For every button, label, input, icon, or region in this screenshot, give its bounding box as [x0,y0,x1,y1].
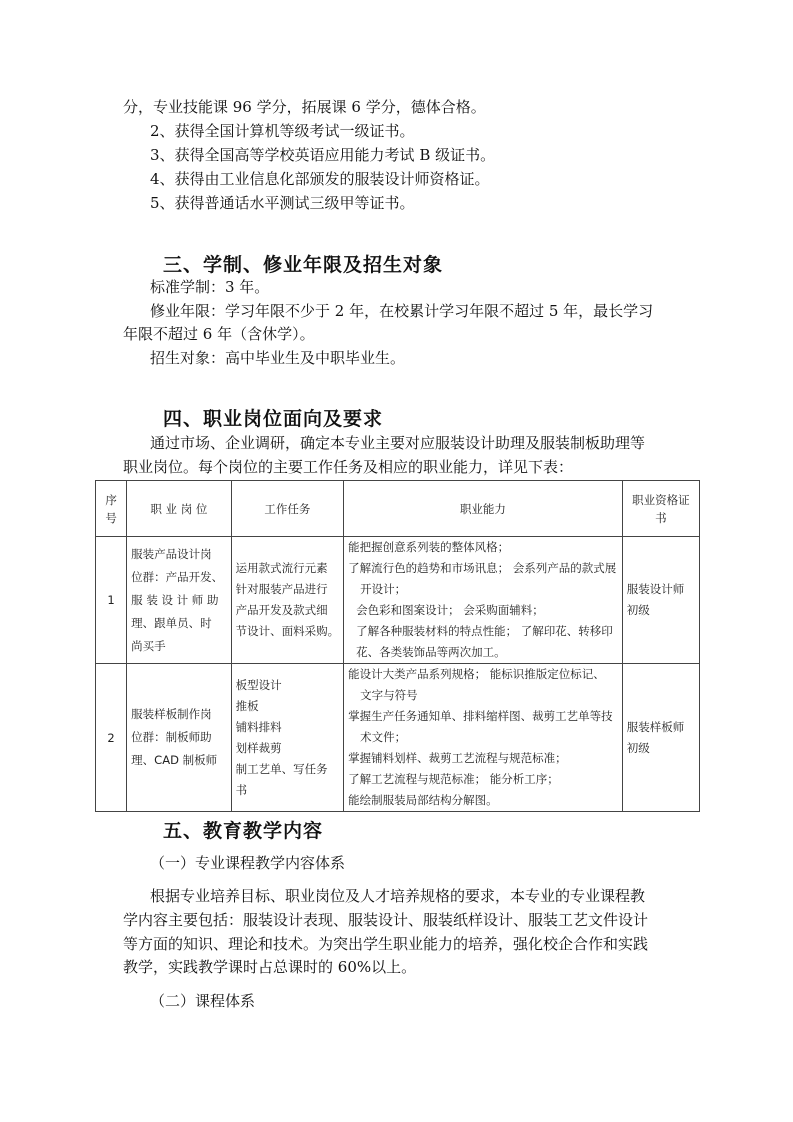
section5-heading: 五、教育教学内容 [163,820,324,842]
table-row [96,537,700,664]
section5-sub2: （二）课程体系 [150,992,256,1010]
header-ability: 职业能力 [344,481,623,537]
section3-heading: 三、学制、修业年限及招生对象 [163,254,444,276]
row1-seq: 1 [96,537,127,664]
intro-line-5: 5、获得普通话水平测试三级甲等证书。 [150,194,415,212]
header-position: 职 业 岗 位 [127,481,231,537]
row2-seq: 2 [96,664,127,812]
table-row [96,664,700,812]
row1-tasks: 运用款式流行元素 针对服装产品进行 产品开发及款式细 节设计、面料采购。 [231,537,344,664]
intro-line-3: 3、获得全国高等学校英语应用能力考试 B 级证书。 [150,146,496,164]
section5-sub1: （一）专业课程教学内容体系 [150,854,346,872]
row1-position: 服装产品设计岗 位群：产品开发、 服 装 设 计 师 助 理、跟单员、时 尚买手 [127,537,231,664]
header-cert: 职业资格证 书 [622,481,699,537]
intro-line-2: 2、获得全国计算机等级考试一级证书。 [150,122,415,140]
row2-position: 服装样板制作岗 位群：制板师助 理、CAD 制板师 [127,664,231,812]
header-seq: 序 号 [96,481,127,537]
row2-ability: 能设计大类产品系列规格； 能标识推版定位标记、 文字与符号 掌握生产任务通知单、排料缩样图、裁剪工艺单等技 术文件； 掌握铺料划样、裁剪工艺流程与规范标准； 了解工艺流程与规范标准； 能分析工序； 能绘制服装局部结构分解图。 [344,664,623,812]
section5-para-line2: 学内容主要包括：服装设计表现、服装设计、服装纸样设计、服装工艺文件设计 [123,911,649,929]
intro-line-4: 4、获得由工业信息化部颁发的服装设计师资格证。 [150,170,490,188]
row1-cert: 服装设计师 初级 [622,537,699,664]
section3-standard: 标准学制：3 年。 [150,278,270,296]
section5-para-line1: 根据专业培养目标、职业岗位及人才培养规格的要求，本专业的专业课程教 [150,887,646,905]
table-header-row [96,481,700,537]
row1-ability: 能把握创意系列装的整体风格； 了解流行色的趋势和市场讯息； 会系列产品的款式展 开设计； 会色彩和图案设计； 会采购面辅料； 了解各种服装材料的特点性能； 了解印花、转移印 花、各类装饰品等两次加工。 [344,537,623,664]
job-requirements-table [95,480,700,812]
section3-duration-line1: 修业年限：学习年限不少于 2 年，在校累计学习年限不超过 5 年，最长学习 [150,302,654,320]
section3-enrollment: 招生对象：高中毕业生及中职毕业生。 [150,349,406,367]
section5-para-line4: 教学，实践教学课时占总课时的 60%以上。 [123,958,417,976]
row2-tasks: 板型设计 推板 铺料排料 划样裁剪 制工艺单、写任务 书 [231,664,344,812]
row2-cert: 服装样板师 初级 [622,664,699,812]
intro-line-1: 分，专业技能课 96 学分，拓展课 6 学分，德体合格。 [123,98,486,116]
section5-para-line3: 等方面的知识、理论和技术。为突出学生职业能力的培养，强化校企合作和实践 [123,935,649,953]
section4-para-line1: 通过市场、企业调研，确定本专业主要对应服装设计助理及服装制板助理等 [150,434,646,452]
section4-heading: 四、职业岗位面向及要求 [163,408,384,430]
section3-duration-line2: 年限不超过 6 年（含休学）。 [123,325,315,343]
header-tasks: 工作任务 [231,481,344,537]
section4-para-line2: 职业岗位。每个岗位的主要工作任务及相应的职业能力，详见下表： [123,458,574,476]
